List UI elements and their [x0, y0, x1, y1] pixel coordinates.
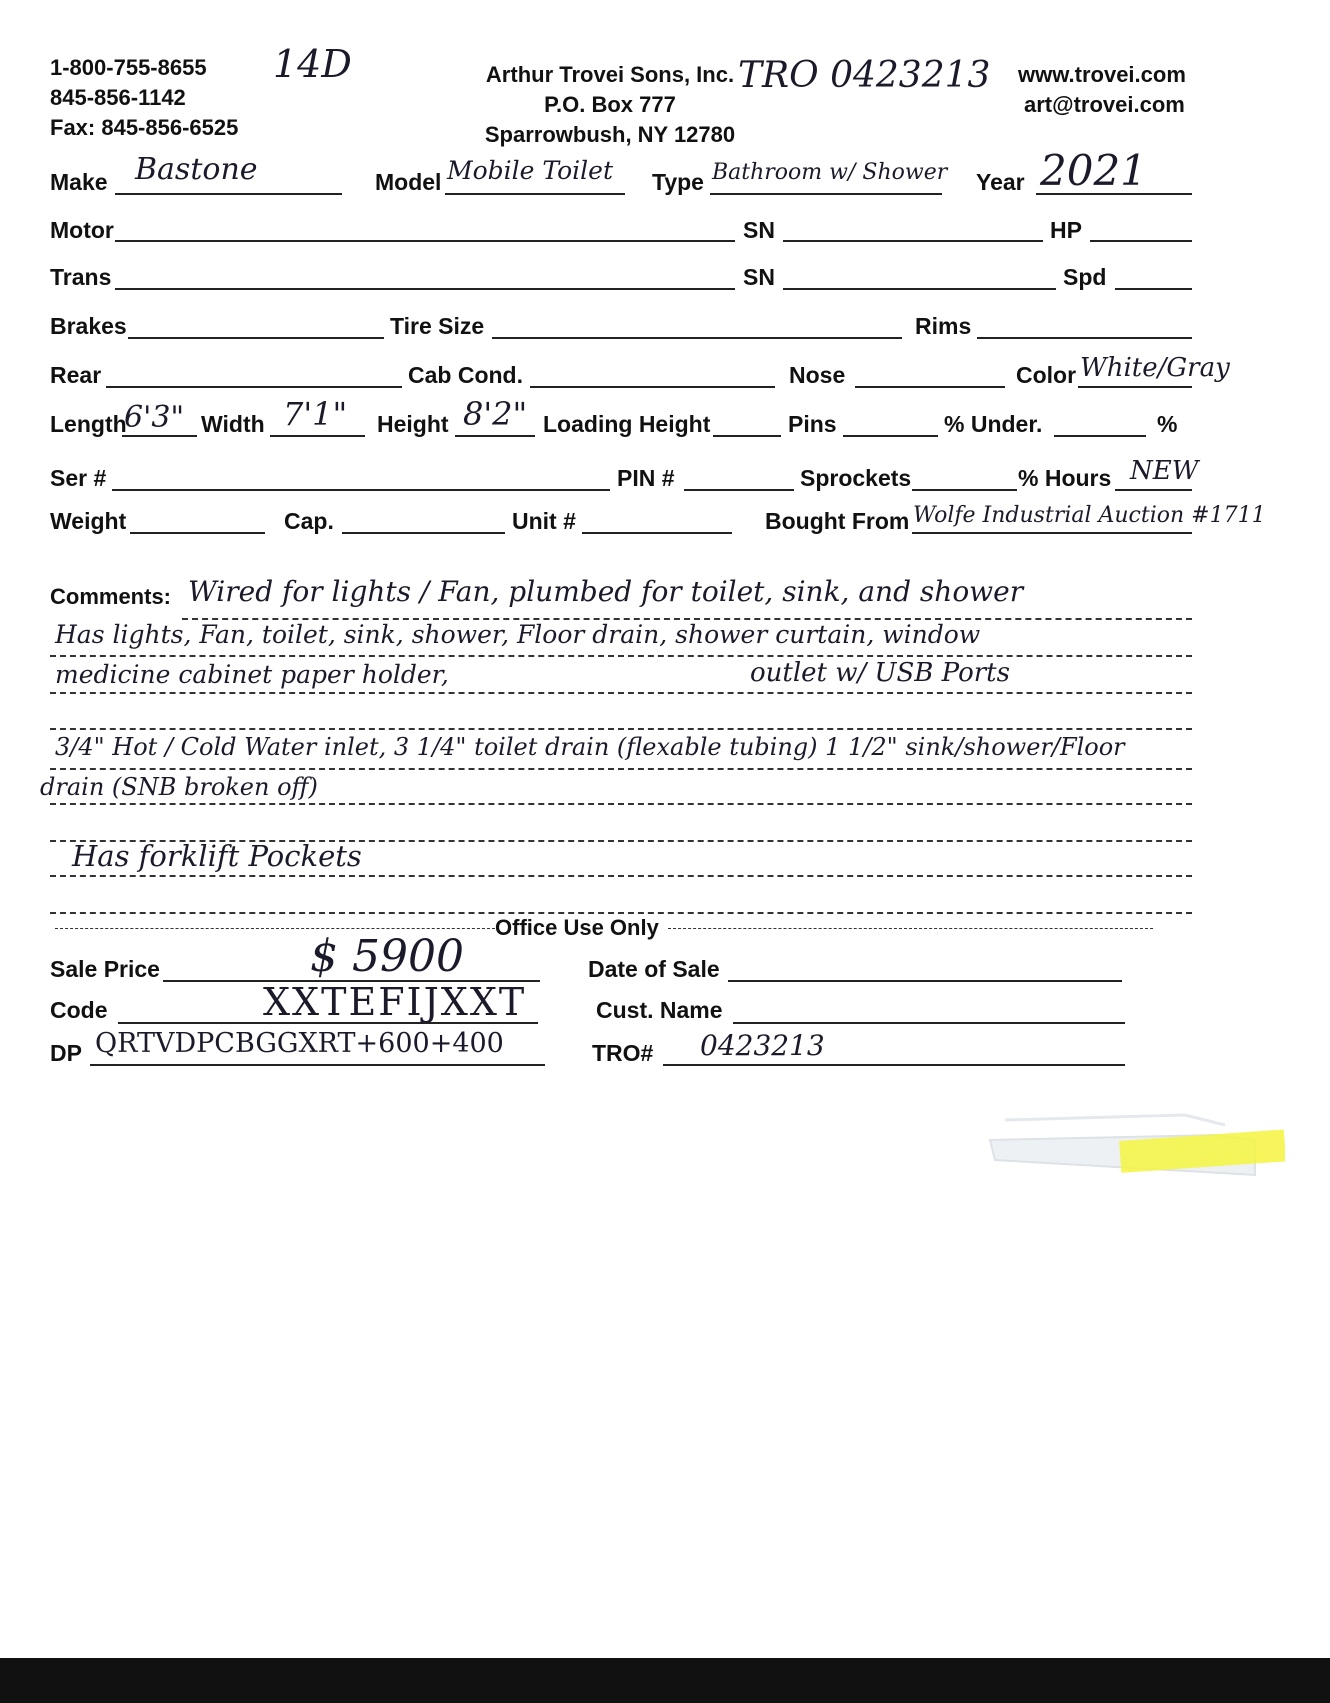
model-value: Mobile Toilet [447, 156, 614, 185]
spd-label: Spd [1063, 264, 1107, 290]
comment-rule-9 [50, 912, 1192, 914]
brakes-line [128, 337, 384, 339]
color-value: White/Gray [1080, 353, 1230, 383]
tro-num-label: TRO# [592, 1040, 654, 1066]
comment-rule-2 [50, 655, 1192, 657]
length-label: Length [50, 411, 127, 437]
pin-label: PIN # [617, 465, 675, 491]
make-value: Bastone [135, 152, 258, 187]
pct-hours-label: % Hours [1018, 465, 1112, 491]
loading-height-label: Loading Height [543, 411, 711, 437]
make-label: Make [50, 169, 108, 195]
phone-secondary: 845-856-1142 [50, 85, 186, 110]
company-po-box: P.O. Box 777 [544, 92, 676, 117]
cap-label: Cap. [284, 508, 334, 534]
dp-label: DP [50, 1040, 82, 1066]
fax-number: Fax: 845-856-6525 [50, 115, 239, 140]
code-value: XXTEFIJXXT [263, 980, 527, 1024]
comment-rule-8 [50, 875, 1192, 877]
type-line [710, 193, 942, 195]
motor-line [115, 240, 735, 242]
ser-line [112, 489, 610, 491]
code-label: Code [50, 997, 108, 1023]
comment-rule-6 [50, 803, 1192, 805]
pct-under-line [1054, 435, 1146, 437]
bought-from-value: Wolfe Industrial Auction #1711 [913, 503, 1266, 528]
comment-line-5: 3/4" Hot / Cold Water inlet, 3 1/4" toilet drain (flexable tubing) 1 1/2" sink/shower/Floor [55, 733, 1125, 761]
company-city: Sparrowbush, NY 12780 [484, 122, 736, 147]
cab-cond-label: Cab Cond. [408, 362, 523, 388]
office-divider-left [55, 928, 495, 929]
model-line [445, 193, 625, 195]
comment-line-2: Has lights, Fan, toilet, sink, shower, Floor drain, shower curtain, window [55, 620, 981, 649]
spd-line [1115, 288, 1192, 290]
tire-size-line [492, 337, 902, 339]
office-use-label: Office Use Only [495, 915, 659, 940]
motor-label: Motor [50, 217, 114, 243]
comments-label: Comments: [50, 584, 172, 609]
nose-label: Nose [789, 362, 846, 388]
length-line [122, 435, 197, 437]
comment-line-3b: outlet w/ USB Ports [750, 658, 1010, 688]
color-line [1078, 386, 1192, 388]
comment-line-6: drain (SNB broken off) [40, 773, 318, 801]
ser-label: Ser # [50, 465, 107, 491]
pin-line [684, 489, 794, 491]
date-of-sale-label: Date of Sale [588, 956, 720, 982]
cust-name-label: Cust. Name [596, 997, 723, 1023]
year-value: 2021 [1040, 146, 1147, 195]
cap-line [342, 532, 505, 534]
rear-label: Rear [50, 362, 102, 388]
comment-rule-3 [50, 692, 1192, 694]
bought-from-line [912, 532, 1192, 534]
motor-sn-label: SN [743, 217, 775, 243]
hp-line [1090, 240, 1192, 242]
trans-label: Trans [50, 264, 112, 290]
hp-label: HP [1050, 217, 1082, 243]
scan-edge-bar [0, 1658, 1330, 1703]
date-of-sale-line [728, 980, 1122, 982]
sprockets-line [912, 489, 1017, 491]
website: www.trovei.com [1018, 62, 1186, 87]
motor-sn-line [783, 240, 1043, 242]
weight-line [130, 532, 265, 534]
height-line [455, 435, 535, 437]
color-label: Color [1016, 362, 1077, 388]
width-value: 7'1" [283, 395, 348, 433]
lot-number-note: 14D [273, 42, 352, 86]
weight-label: Weight [50, 508, 127, 534]
pins-label: Pins [788, 411, 837, 437]
pct-sign-label: % [1157, 411, 1178, 437]
tro-num-line [663, 1064, 1125, 1066]
dp-line [90, 1064, 545, 1066]
model-label: Model [375, 169, 442, 195]
email: art@trovei.com [1024, 92, 1185, 117]
height-label: Height [377, 411, 449, 437]
comment-line-3a: medicine cabinet paper holder, [55, 660, 449, 689]
comment-rule-4 [50, 728, 1192, 730]
dp-value: QRTVDPCBGGXRT+600+400 [95, 1028, 504, 1059]
pct-hours-line [1115, 489, 1192, 491]
rear-line [106, 386, 402, 388]
comment-line-1: Wired for lights / Fan, plumbed for toilet, sink, and shower [188, 575, 1024, 608]
type-value: Bathroom w/ Shower [712, 160, 948, 185]
pins-line [843, 435, 938, 437]
loading-height-line [713, 435, 781, 437]
cab-cond-line [530, 386, 775, 388]
width-line [270, 435, 365, 437]
unit-line [582, 532, 732, 534]
nose-line [855, 386, 1005, 388]
company-name: Arthur Trovei Sons, Inc. [485, 62, 735, 87]
pct-under-label: % Under. [944, 411, 1043, 437]
phone-primary: 1-800-755-8655 [50, 55, 207, 80]
width-label: Width [201, 411, 265, 437]
comment-rule-5 [50, 768, 1192, 770]
rims-label: Rims [915, 313, 972, 339]
make-line [115, 193, 342, 195]
comment-line-8: Has forklift Pockets [72, 839, 362, 873]
faded-sticker-mark [985, 1080, 1285, 1180]
tro-num-value: 0423213 [700, 1029, 825, 1062]
office-divider-right [668, 928, 1153, 929]
cust-name-line [733, 1022, 1125, 1024]
pct-hours-value: NEW [1130, 456, 1199, 486]
brakes-label: Brakes [50, 313, 127, 339]
trans-line [115, 288, 735, 290]
sale-price-value: $ 5900 [310, 931, 464, 982]
sale-price-label: Sale Price [50, 956, 160, 982]
rims-line [977, 337, 1192, 339]
unit-label: Unit # [512, 508, 576, 534]
sprockets-label: Sprockets [800, 465, 912, 491]
tro-note: TRO 0423213 [738, 55, 991, 96]
trans-sn-line [783, 288, 1056, 290]
bought-from-label: Bought From [765, 508, 910, 534]
height-value: 8'2" [463, 395, 528, 433]
trans-sn-label: SN [743, 264, 775, 290]
tire-size-label: Tire Size [390, 313, 485, 339]
year-label: Year [976, 169, 1025, 195]
type-label: Type [652, 169, 704, 195]
length-value: 6'3" [124, 400, 185, 435]
